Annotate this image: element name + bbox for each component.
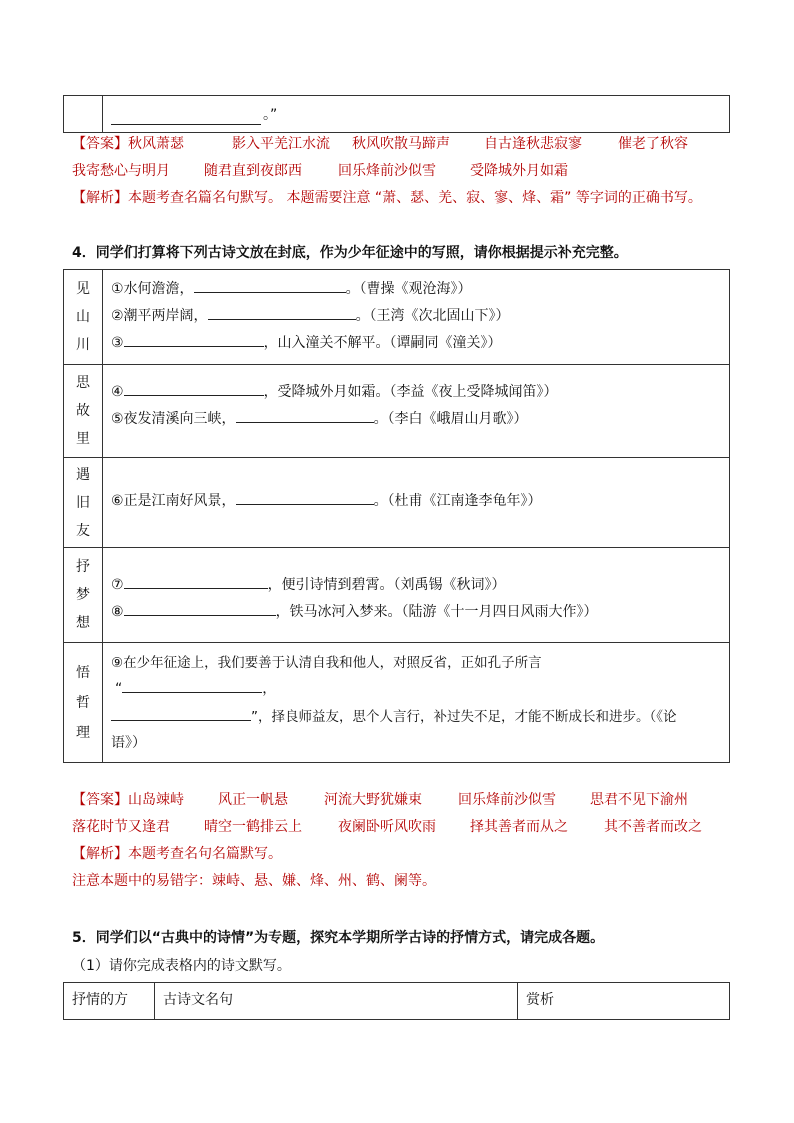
q5-header-cell [64,983,155,1020]
answer3-row1 [72,132,732,156]
q4-line-2: ②潮平两岸阔， 。（王湾《次北固山下》） [111,305,510,325]
q4-line-5: ⑤夜发清溪向三峡， 。（李白《峨眉山月歌》） [111,408,528,428]
top-table [63,95,730,133]
answer-item: 晴空一鹤排云上 [204,819,302,835]
answer-item: 受降城外月如霜 [470,163,568,179]
answer-item: 秋风萧瑟 [128,136,184,152]
q4-line-7: ⑦ ，便引诗情到碧霄。（刘禹锡《秋词》） [111,574,506,594]
blank-line[interactable] [124,601,276,616]
answer-item: 秋风吹散马蹄声 [352,136,450,152]
q5-header-quote: 古诗文名句 [163,992,233,1008]
q5-header-method: 抒情的方 [72,992,128,1008]
q4-line-4: ④ ，受降城外月如霜。（李益《夜上受降城闻笛》） [111,381,558,401]
q4-category-cell [64,365,103,458]
q4-category-cell [64,270,103,365]
top-table-content-cell [103,96,730,133]
answer-tag: 【答案】 [72,792,128,808]
blank-line[interactable] [208,305,356,320]
answer-item: 我寄愁心与明月 [72,163,170,179]
q4-category-cell [64,643,103,763]
q4-line-9b: “ ， [115,678,276,698]
q4-content-cell [103,643,730,763]
analysis3 [72,186,732,210]
blank-line[interactable] [122,678,262,693]
answer-item: 风正一帆悬 [218,792,288,808]
blank-line[interactable] [236,490,374,505]
q4-content-cell [103,365,730,458]
category-label: 思 故 里 [76,375,90,447]
q5-header-cell [155,983,518,1020]
top-table-end-text: 。” [263,107,278,123]
top-table-left-cell [64,96,103,133]
q4-line-1: ①水何澹澹， 。（曹操《观沧海》） [111,278,472,298]
blank-line[interactable] [111,110,261,125]
analysis-tag: 【解析】 [72,846,128,862]
answer3-row2 [72,159,732,183]
blank-line[interactable] [124,332,264,347]
q4-line-3: ③ ，山入潼关不解平。（谭嗣同《潼关》） [111,332,502,352]
blank-line[interactable] [111,707,251,722]
answer-item: 择其善者而从之 [470,819,568,835]
category-label: 悟 哲 理 [76,664,90,741]
q4-line-8: ⑧ ，铁马冰河入梦来。（陆游《十一月四日风雨大作》） [111,601,598,621]
answer-item: 回乐烽前沙似雪 [458,792,556,808]
q4-line-9: ⑨在少年征途上，我们要善于认清自我和他人，对照反省，正如孔子所言 [111,655,542,671]
answer-item: 影入平羌江水流 [232,136,330,152]
q4-title: 4．同学们打算将下列古诗文放在封底，作为少年征途中的写照，请你根据提示补充完整。 [72,245,628,261]
answer-item: 回乐烽前沙似雪 [338,163,436,179]
q4-category-cell [64,548,103,643]
blank-line[interactable] [194,278,346,293]
answer-item: 自古逢秋悲寂寥 [484,136,582,152]
q4-content-cell [103,548,730,643]
analysis4 [72,842,732,866]
q4-content-cell [103,458,730,548]
answer-item: 其不善者而改之 [604,819,702,835]
analysis-text: 本题考查名句名篇默写。 [128,846,282,862]
analysis-tag: 【解析】 [72,190,128,206]
blank-line[interactable] [236,408,374,423]
q4-category-cell [64,458,103,548]
answer-item: 落花时节又逢君 [72,819,170,835]
answer4-row1 [72,788,732,812]
answer-tag: 【答案】 [72,136,128,152]
analysis-text: 本题考查名篇名句默写。 本题需要注意 “萧、瑟、羌、寂、寥、烽、霜” 等字词的正确书写。 [128,190,702,206]
q4-line-9c: ”，择良师益友，思个人言行，补过失不足，才能不断成长和进步。（《论 [111,705,677,725]
blank-line[interactable] [124,574,268,589]
blank-line[interactable] [124,381,264,396]
category-label: 抒 梦 想 [76,559,90,631]
answer-item: 随君直到夜郎西 [204,163,302,179]
q5-subquestion: （1）请你完成表格内的诗文默写。 [72,958,291,974]
answer-item: 催老了秋容 [618,136,688,152]
q5-header-appreciation: 赏析 [526,992,554,1008]
q4-content-cell [103,270,730,365]
q5-title: 5．同学们以“古典中的诗情”为专题，探究本学期所学古诗的抒情方式，请完成各题。 [72,930,605,946]
category-label: 遇 旧 友 [76,466,90,539]
answer4-row2 [72,815,732,839]
q4-table [63,269,730,763]
q5-header-cell [518,983,730,1020]
answer-item: 河流大野犹嫌束 [324,792,422,808]
q4-line-6: ⑥正是江南好风景， 。（杜甫《江南逢李龟年》） [111,490,542,510]
analysis4-note: 注意本题中的易错字：竦峙、悬、嫌、烽、州、鹤、阑等。 [72,873,436,889]
answer-item: 夜阑卧听风吹雨 [338,819,436,835]
q4-line-9d: 语》） [111,735,146,751]
category-label: 见 山 川 [76,281,90,353]
q5-table [63,982,730,1020]
answer-item: 山岛竦峙 [128,792,184,808]
answer-item: 思君不见下渝州 [590,792,688,808]
